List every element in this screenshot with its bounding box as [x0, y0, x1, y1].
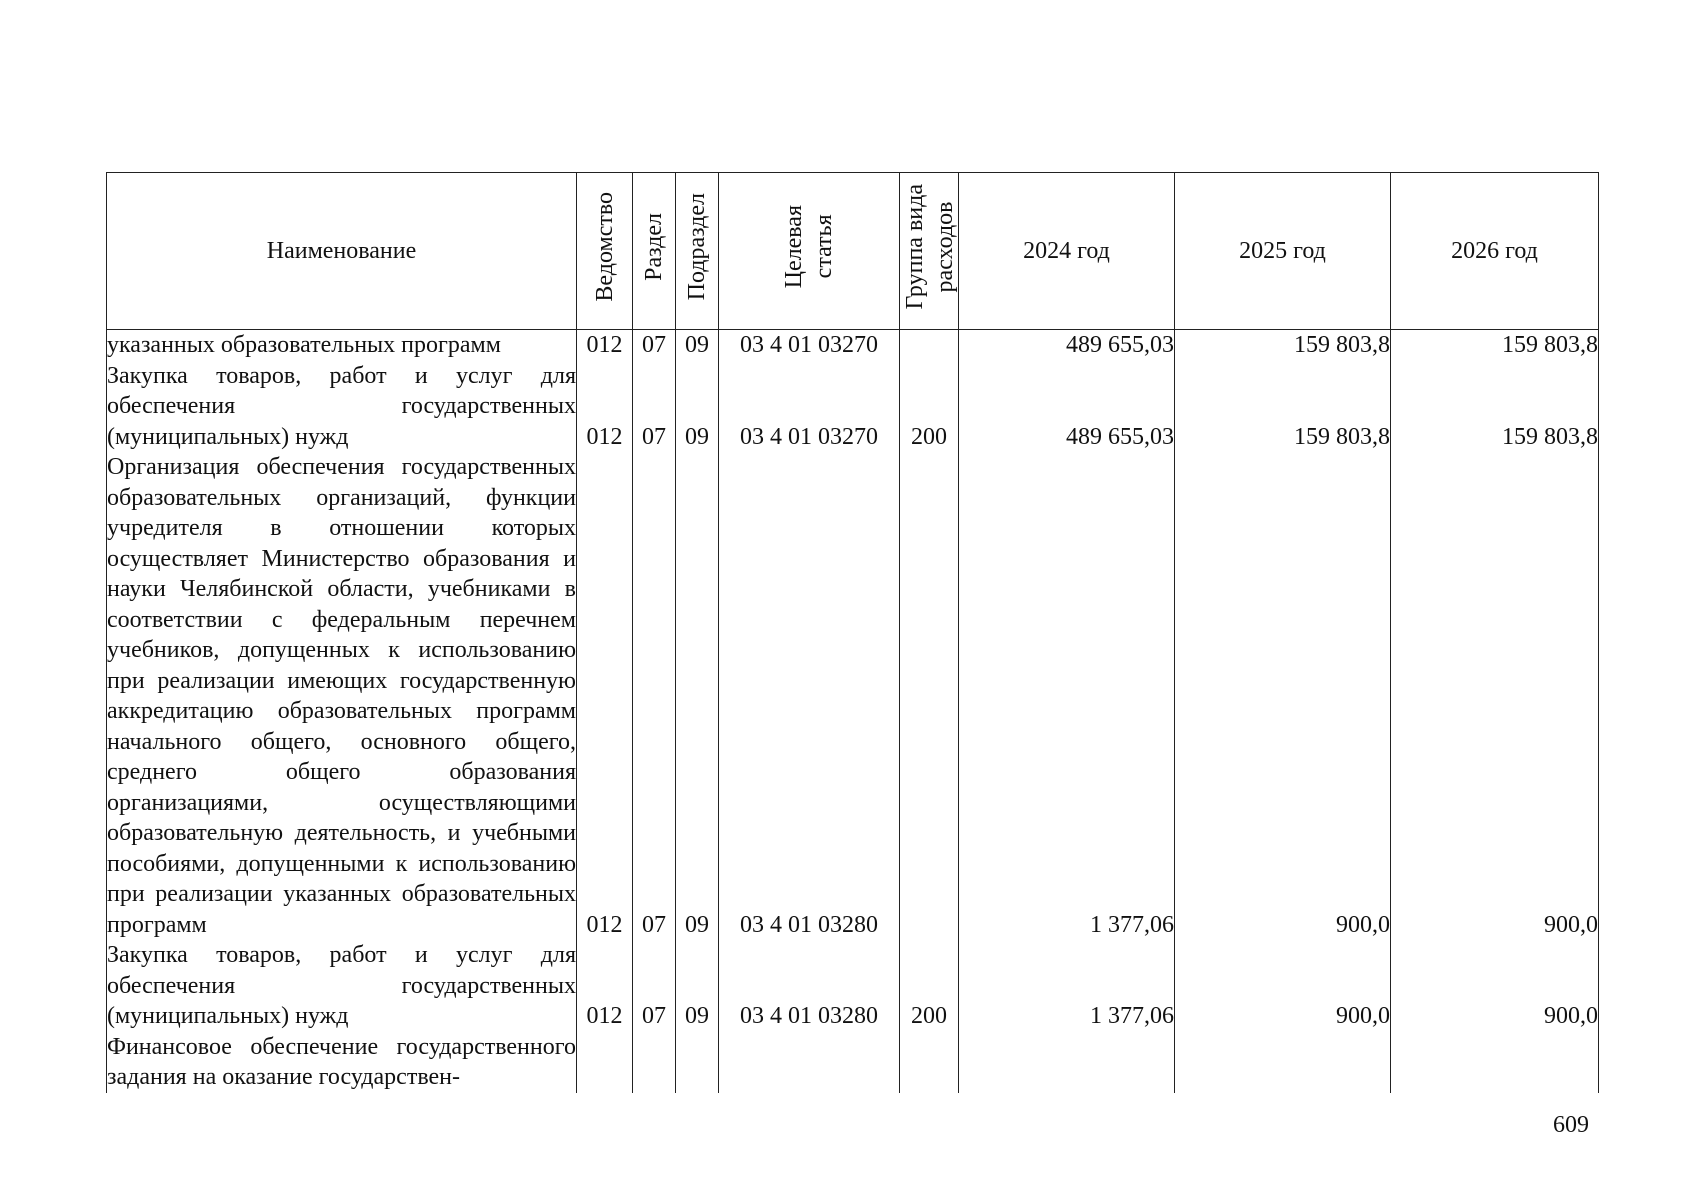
row-dept: 012 — [577, 940, 633, 1032]
header-2025: 2025 год — [1175, 173, 1391, 330]
row-2026 — [1391, 1032, 1599, 1093]
row-group: 200 — [900, 940, 959, 1032]
row-section: 07 — [633, 361, 676, 453]
row-section — [633, 1032, 676, 1093]
header-2024: 2024 год — [959, 173, 1175, 330]
row-2025: 159 803,8 — [1175, 361, 1391, 453]
row-group — [900, 330, 959, 361]
row-2024: 1 377,06 — [959, 452, 1175, 940]
budget-table-container — [106, 172, 1598, 1096]
table-row — [107, 940, 1599, 1032]
row-section: 07 — [633, 940, 676, 1032]
row-2025: 159 803,8 — [1175, 330, 1391, 361]
row-2026: 159 803,8 — [1391, 361, 1599, 453]
row-2026: 159 803,8 — [1391, 330, 1599, 361]
header-section: Раздел — [633, 173, 676, 330]
row-2025: 900,0 — [1175, 452, 1391, 940]
row-target — [719, 1032, 900, 1093]
table-row — [107, 452, 1599, 940]
row-dept: 012 — [577, 361, 633, 453]
row-name: указанных образовательных программ — [107, 330, 577, 361]
row-subsection: 09 — [676, 940, 719, 1032]
row-name: Организация обеспечения государственных образовательных организаций, функции учредителя в отношении которых осуществляет Министерство образования и науки Челябинской области, учебниками в соответствии с федеральным перечнем учебников, допущенных к использованию при реализации имеющих государственную аккредитацию образовательных программ начального общего, основного общего, среднего общего образования организациями, осуществляющими образовательную деятельность, и учебными пособиями, допущенными к использованию при реализации указанных образовательных программ — [107, 452, 577, 940]
row-2025 — [1175, 1032, 1391, 1093]
row-2024: 1 377,06 — [959, 940, 1175, 1032]
row-2025: 900,0 — [1175, 940, 1391, 1032]
row-name: Финансовое обеспечение государственного задания на оказание государствен- — [107, 1032, 577, 1093]
row-target: 03 4 01 03270 — [719, 361, 900, 453]
row-dept: 012 — [577, 330, 633, 361]
header-2026: 2026 год — [1391, 173, 1599, 330]
row-group — [900, 1032, 959, 1093]
header-dept: Ведомство — [577, 173, 633, 330]
header-name: Наименование — [107, 173, 577, 330]
table-row — [107, 1032, 1599, 1093]
row-2026: 900,0 — [1391, 452, 1599, 940]
header-target: Целевая статья — [719, 173, 900, 330]
row-target: 03 4 01 03280 — [719, 452, 900, 940]
table-row — [107, 361, 1599, 453]
row-name: Закупка товаров, работ и услуг для обеспечения государственных (муниципальных) нужд — [107, 361, 577, 453]
table-header-row — [107, 173, 1599, 330]
row-subsection: 09 — [676, 361, 719, 453]
row-2024: 489 655,03 — [959, 330, 1175, 361]
row-group — [900, 452, 959, 940]
row-group: 200 — [900, 361, 959, 453]
page-number: 609 — [1553, 1112, 1589, 1138]
row-subsection: 09 — [676, 330, 719, 361]
row-2024: 489 655,03 — [959, 361, 1175, 453]
row-2026: 900,0 — [1391, 940, 1599, 1032]
row-target: 03 4 01 03280 — [719, 940, 900, 1032]
row-2024 — [959, 1032, 1175, 1093]
table-row — [107, 330, 1599, 361]
row-subsection: 09 — [676, 452, 719, 940]
row-target: 03 4 01 03270 — [719, 330, 900, 361]
row-dept — [577, 1032, 633, 1093]
budget-table — [106, 172, 1599, 1093]
row-section: 07 — [633, 330, 676, 361]
header-group: Группа вида расходов — [900, 173, 959, 330]
row-dept: 012 — [577, 452, 633, 940]
row-section: 07 — [633, 452, 676, 940]
row-name: Закупка товаров, работ и услуг для обеспечения государственных (муниципальных) нужд — [107, 940, 577, 1032]
row-subsection — [676, 1032, 719, 1093]
header-subsection: Подраздел — [676, 173, 719, 330]
